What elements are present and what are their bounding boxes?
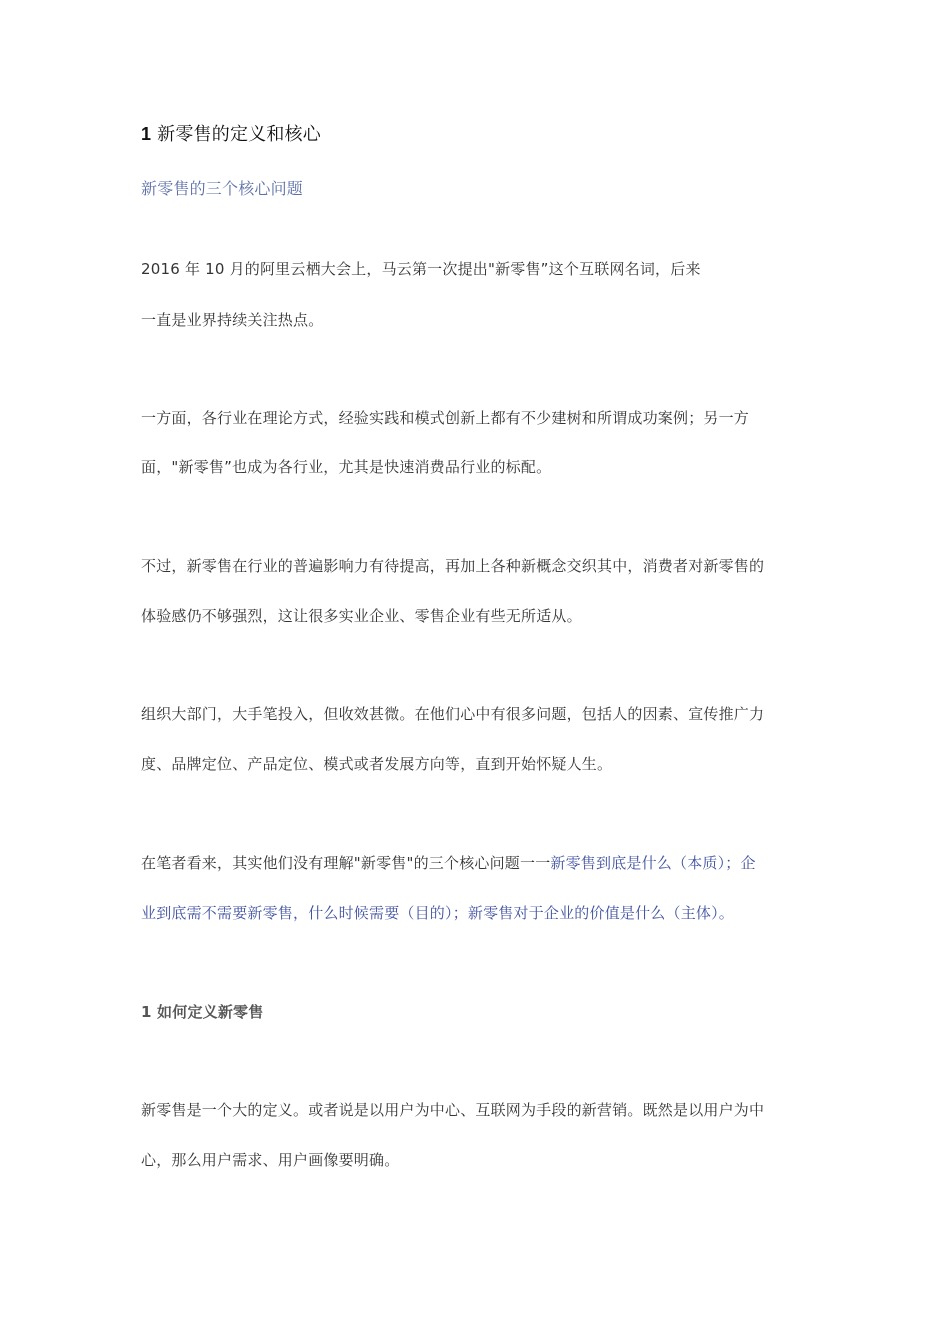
page-title — [141, 122, 321, 147]
section-heading: 1 如何定义新零售 — [141, 1003, 264, 1021]
paragraph-2-line-2: 面，"新零售”也成为各行业，尤其是快速消费品行业的标配。 — [141, 458, 552, 476]
paragraph-3-line-1: 不过，新零售在行业的普遍影响力有待提高，再加上各种新概念交织其中，消费者对新零售的 — [141, 557, 765, 575]
paragraph-1-line-1: 2016 年 10 月的阿里云栖大会上，马云第一次提出"新零售”这个互联网名词，后来 — [141, 260, 701, 278]
paragraph-5-line-1 — [141, 853, 756, 873]
paragraph-1-line-2: 一直是业界持续关注热点。 — [141, 311, 324, 329]
paragraph-6-line-1: 新零售是一个大的定义。或者说是以用户为中心、互联网为手段的新营销。既然是以用户为中 — [141, 1101, 765, 1119]
paragraph-6-line-2: 心，那么用户需求、用户画像要明确。 — [141, 1151, 400, 1169]
paragraph-5-intro: 在笔者看来，其实他们没有理解"新零售"的三个核心问题一一 — [141, 854, 551, 872]
paragraph-3-line-2: 体验感仍不够强烈，这让很多实业企业、零售企业有些无所适从。 — [141, 607, 582, 625]
paragraph-5-line-2: 业到底需不需要新零售，什么时候需要（目的）；新零售对于企业的价值是什么（主体）。 — [141, 904, 735, 922]
paragraph-4-line-2: 度、品牌定位、产品定位、模式或者发展方向等，直到开始怀疑人生。 — [141, 755, 613, 773]
title-text: 新零售的定义和核心 — [157, 124, 321, 145]
subtitle: 新零售的三个核心问题 — [141, 179, 304, 198]
paragraph-4-line-1: 组织大部门，大手笔投入，但收效甚微。在他们心中有很多问题，包括人的因素、宣传推广力 — [141, 705, 765, 723]
title-number: 1 — [141, 124, 152, 144]
paragraph-5-highlight: 新零售到底是什么（本质）；企 — [550, 854, 756, 872]
paragraph-2-line-1: 一方面，各行业在理论方式，经验实践和模式创新上都有不少建树和所谓成功案例；另一方 — [141, 409, 750, 427]
